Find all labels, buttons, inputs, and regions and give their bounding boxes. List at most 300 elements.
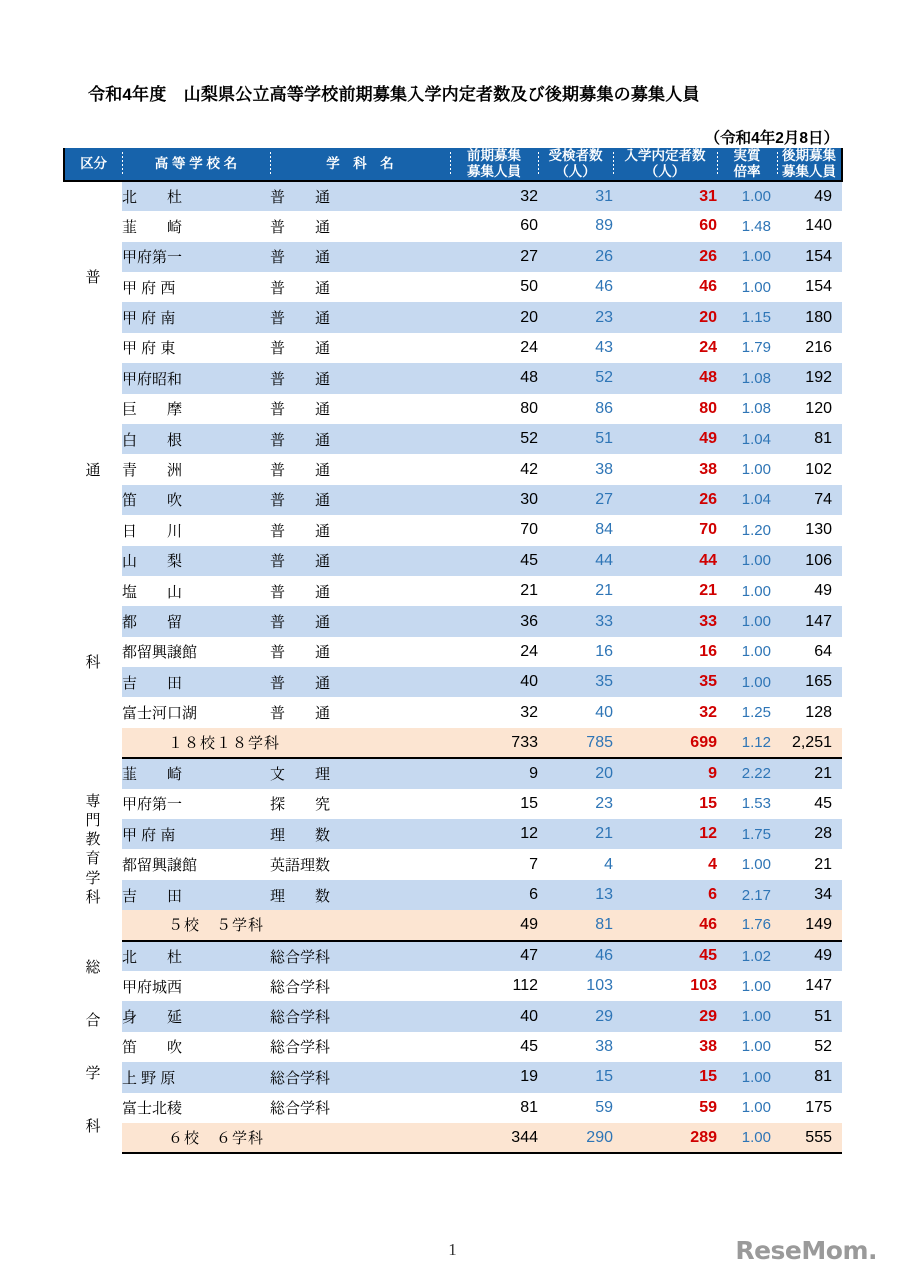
column-header-kouki xyxy=(777,148,842,181)
table-row xyxy=(64,424,842,454)
column-header-line2: 倍率 xyxy=(733,163,761,179)
cell-course-name: 普 通 xyxy=(270,272,450,302)
category-label-2 xyxy=(64,941,122,1154)
cell-bairitsu: 1.02 xyxy=(717,941,777,971)
cell-naitei: 29 xyxy=(613,1001,717,1031)
cell-naitei: 44 xyxy=(613,546,717,576)
cell-kouki: 49 xyxy=(777,576,842,606)
cell-zenki: 30 xyxy=(450,485,538,515)
cell-bairitsu: 1.00 xyxy=(717,1001,777,1031)
cell-zenki: 112 xyxy=(450,971,538,1001)
cell-kouki: 175 xyxy=(777,1093,842,1123)
cell-bairitsu: 1.76 xyxy=(717,910,777,940)
category-label-0 xyxy=(64,181,122,758)
cell-juken: 21 xyxy=(538,576,613,606)
table-row xyxy=(64,1001,842,1031)
cell-juken: 43 xyxy=(538,333,613,363)
cell-subtotal-label: ５校 ５学科 xyxy=(122,910,450,940)
cell-course-name: 普 通 xyxy=(270,485,450,515)
cell-subtotal-label: １８校１８学科 xyxy=(122,728,450,758)
cell-bairitsu: 1.48 xyxy=(717,211,777,241)
cell-naitei: 59 xyxy=(613,1093,717,1123)
cell-zenki: 50 xyxy=(450,272,538,302)
column-header-line1: 前期募集 xyxy=(467,148,521,163)
column-header-line1: 区分 xyxy=(80,155,107,171)
cell-juken: 44 xyxy=(538,546,613,576)
cell-course-name: 普 通 xyxy=(270,363,450,393)
cell-juken: 29 xyxy=(538,1001,613,1031)
cell-school-name: 都 留 xyxy=(122,606,270,636)
cell-school-name: 甲府昭和 xyxy=(122,363,270,393)
cell-school-name: 甲 府 東 xyxy=(122,333,270,363)
cell-juken: 38 xyxy=(538,1032,613,1062)
column-header-line1: 学 科 名 xyxy=(326,155,394,171)
cell-kouki: 180 xyxy=(777,302,842,332)
cell-school-name: 北 杜 xyxy=(122,181,270,211)
cell-zenki: 42 xyxy=(450,454,538,484)
cell-kouki: 21 xyxy=(777,758,842,788)
cell-course-name: 普 通 xyxy=(270,394,450,424)
cell-course-name: 普 通 xyxy=(270,211,450,241)
cell-school-name: 都留興譲館 xyxy=(122,849,270,879)
cell-naitei: 21 xyxy=(613,576,717,606)
category-char: 合 xyxy=(85,1011,101,1029)
cell-course-name: 総合学科 xyxy=(270,1093,450,1123)
cell-kouki: 52 xyxy=(777,1032,842,1062)
cell-kouki: 154 xyxy=(777,242,842,272)
cell-school-name: 青 洲 xyxy=(122,454,270,484)
cell-zenki: 49 xyxy=(450,910,538,940)
cell-naitei: 33 xyxy=(613,606,717,636)
cell-bairitsu: 1.00 xyxy=(717,1062,777,1092)
cell-school-name: 笛 吹 xyxy=(122,1032,270,1062)
column-header-line2: （人） xyxy=(644,163,686,179)
cell-bairitsu: 1.00 xyxy=(717,667,777,697)
cell-zenki: 40 xyxy=(450,667,538,697)
cell-juken: 31 xyxy=(538,181,613,211)
cell-juken: 35 xyxy=(538,667,613,697)
table-header xyxy=(64,148,842,181)
cell-course-name: 総合学科 xyxy=(270,971,450,1001)
cell-zenki: 60 xyxy=(450,211,538,241)
cell-zenki: 32 xyxy=(450,181,538,211)
cell-school-name: 韮 崎 xyxy=(122,211,270,241)
cell-bairitsu: 1.00 xyxy=(717,1123,777,1153)
admissions-table xyxy=(63,148,843,1154)
cell-naitei: 46 xyxy=(613,910,717,940)
cell-naitei: 9 xyxy=(613,758,717,788)
cell-bairitsu: 1.79 xyxy=(717,333,777,363)
table-row xyxy=(64,576,842,606)
table-row xyxy=(64,363,842,393)
cell-zenki: 733 xyxy=(450,728,538,758)
cell-juken: 52 xyxy=(538,363,613,393)
cell-kouki: 149 xyxy=(777,910,842,940)
category-label-1 xyxy=(64,758,122,940)
column-header-line1: 高 等 学 校 名 xyxy=(154,155,238,171)
category-char: 学 xyxy=(85,1065,101,1083)
cell-juken: 40 xyxy=(538,697,613,727)
cell-course-name: 英語理数 xyxy=(270,849,450,879)
date-note: （令和4年2月8日） xyxy=(704,130,839,147)
cell-naitei: 699 xyxy=(613,728,717,758)
cell-juken: 20 xyxy=(538,758,613,788)
column-header-naitei xyxy=(613,148,717,181)
cell-juken: 103 xyxy=(538,971,613,1001)
cell-bairitsu: 1.00 xyxy=(717,637,777,667)
cell-juken: 290 xyxy=(538,1123,613,1153)
cell-juken: 16 xyxy=(538,637,613,667)
cell-zenki: 24 xyxy=(450,637,538,667)
cell-kouki: 555 xyxy=(777,1123,842,1153)
cell-bairitsu: 1.15 xyxy=(717,302,777,332)
table-row xyxy=(64,333,842,363)
cell-zenki: 15 xyxy=(450,789,538,819)
cell-school-name: 日 川 xyxy=(122,515,270,545)
cell-bairitsu: 1.12 xyxy=(717,728,777,758)
cell-kouki: 147 xyxy=(777,971,842,1001)
cell-kouki: 2,251 xyxy=(777,728,842,758)
table-row xyxy=(64,1093,842,1123)
category-char: 専 xyxy=(85,792,101,810)
cell-course-name: 総合学科 xyxy=(270,941,450,971)
cell-naitei: 80 xyxy=(613,394,717,424)
column-header-line1: 実質 xyxy=(733,148,761,163)
cell-bairitsu: 1.08 xyxy=(717,394,777,424)
cell-kouki: 154 xyxy=(777,272,842,302)
cell-naitei: 70 xyxy=(613,515,717,545)
cell-bairitsu: 1.00 xyxy=(717,242,777,272)
category-char: 学 xyxy=(85,869,101,887)
cell-course-name: 普 通 xyxy=(270,576,450,606)
cell-naitei: 20 xyxy=(613,302,717,332)
cell-juken: 59 xyxy=(538,1093,613,1123)
cell-kouki: 130 xyxy=(777,515,842,545)
cell-kouki: 120 xyxy=(777,394,842,424)
subtotal-row xyxy=(64,728,842,758)
cell-juken: 26 xyxy=(538,242,613,272)
cell-course-name: 普 通 xyxy=(270,242,450,272)
cell-juken: 51 xyxy=(538,424,613,454)
cell-kouki: 81 xyxy=(777,1062,842,1092)
category-char-stack xyxy=(64,941,122,1154)
cell-course-name: 総合学科 xyxy=(270,1032,450,1062)
category-char: 科 xyxy=(85,653,101,671)
cell-juken: 86 xyxy=(538,394,613,424)
category-char: 科 xyxy=(85,1118,101,1136)
cell-bairitsu: 1.04 xyxy=(717,485,777,515)
cell-zenki: 70 xyxy=(450,515,538,545)
cell-course-name: 普 通 xyxy=(270,697,450,727)
cell-naitei: 6 xyxy=(613,880,717,910)
table-header-row xyxy=(64,148,842,181)
table-row xyxy=(64,1032,842,1062)
category-char: 科 xyxy=(85,888,101,906)
cell-school-name: 甲府第一 xyxy=(122,242,270,272)
table-row xyxy=(64,454,842,484)
cell-juken: 84 xyxy=(538,515,613,545)
admissions-table-wrapper xyxy=(63,148,841,1154)
table-row xyxy=(64,758,842,788)
cell-naitei: 48 xyxy=(613,363,717,393)
cell-kouki: 165 xyxy=(777,667,842,697)
cell-bairitsu: 1.53 xyxy=(717,789,777,819)
cell-zenki: 19 xyxy=(450,1062,538,1092)
cell-school-name: 都留興譲館 xyxy=(122,637,270,667)
cell-course-name: 普 通 xyxy=(270,667,450,697)
column-header-bairitsu xyxy=(717,148,777,181)
column-header-line2: （人） xyxy=(555,163,596,179)
cell-school-name: 甲 府 南 xyxy=(122,302,270,332)
cell-kouki: 128 xyxy=(777,697,842,727)
cell-course-name: 総合学科 xyxy=(270,1001,450,1031)
cell-zenki: 9 xyxy=(450,758,538,788)
cell-juken: 46 xyxy=(538,272,613,302)
table-row xyxy=(64,302,842,332)
table-body xyxy=(64,181,842,1154)
table-row xyxy=(64,849,842,879)
category-char: 門 xyxy=(85,812,101,830)
cell-bairitsu: 1.00 xyxy=(717,546,777,576)
cell-naitei: 12 xyxy=(613,819,717,849)
cell-juken: 81 xyxy=(538,910,613,940)
cell-naitei: 15 xyxy=(613,789,717,819)
cell-bairitsu: 1.00 xyxy=(717,181,777,211)
category-char-stack xyxy=(64,182,122,758)
cell-school-name: 甲 府 南 xyxy=(122,819,270,849)
cell-naitei: 45 xyxy=(613,941,717,971)
cell-course-name: 探 究 xyxy=(270,789,450,819)
cell-kouki: 147 xyxy=(777,606,842,636)
cell-zenki: 40 xyxy=(450,1001,538,1031)
cell-bairitsu: 1.25 xyxy=(717,697,777,727)
cell-zenki: 32 xyxy=(450,697,538,727)
cell-juken: 46 xyxy=(538,941,613,971)
cell-naitei: 31 xyxy=(613,181,717,211)
page-title: 令和4年度 山梨県公立高等学校前期募集入学内定者数及び後期募集の募集人員 xyxy=(88,85,700,104)
cell-naitei: 32 xyxy=(613,697,717,727)
cell-zenki: 7 xyxy=(450,849,538,879)
cell-course-name: 普 通 xyxy=(270,454,450,484)
cell-zenki: 344 xyxy=(450,1123,538,1153)
cell-course-name: 理 数 xyxy=(270,819,450,849)
cell-kouki: 49 xyxy=(777,941,842,971)
cell-kouki: 81 xyxy=(777,424,842,454)
cell-juken: 23 xyxy=(538,789,613,819)
cell-school-name: 塩 山 xyxy=(122,576,270,606)
cell-naitei: 49 xyxy=(613,424,717,454)
cell-zenki: 52 xyxy=(450,424,538,454)
cell-course-name: 普 通 xyxy=(270,424,450,454)
cell-school-name: 白 根 xyxy=(122,424,270,454)
table-row xyxy=(64,272,842,302)
resemom-watermark xyxy=(735,1236,877,1265)
table-row xyxy=(64,697,842,727)
cell-kouki: 106 xyxy=(777,546,842,576)
cell-zenki: 6 xyxy=(450,880,538,910)
table-row xyxy=(64,394,842,424)
cell-school-name: 吉 田 xyxy=(122,880,270,910)
cell-naitei: 35 xyxy=(613,667,717,697)
table-row xyxy=(64,971,842,1001)
cell-bairitsu: 1.00 xyxy=(717,272,777,302)
table-row xyxy=(64,880,842,910)
subtotal-row xyxy=(64,1123,842,1153)
table-row xyxy=(64,606,842,636)
cell-kouki: 192 xyxy=(777,363,842,393)
cell-zenki: 36 xyxy=(450,606,538,636)
cell-zenki: 20 xyxy=(450,302,538,332)
table-row xyxy=(64,485,842,515)
cell-school-name: 甲 府 西 xyxy=(122,272,270,302)
cell-juken: 38 xyxy=(538,454,613,484)
cell-kouki: 140 xyxy=(777,211,842,241)
cell-bairitsu: 1.00 xyxy=(717,576,777,606)
cell-kouki: 64 xyxy=(777,637,842,667)
column-header-line2: 募集人員 xyxy=(467,163,521,179)
cell-course-name: 普 通 xyxy=(270,302,450,332)
table-row xyxy=(64,667,842,697)
table-row xyxy=(64,211,842,241)
cell-school-name: 吉 田 xyxy=(122,667,270,697)
cell-juken: 15 xyxy=(538,1062,613,1092)
column-header-line2: 募集人員 xyxy=(782,163,836,179)
cell-subtotal-label: ６校 ６学科 xyxy=(122,1123,450,1153)
cell-school-name: 甲府第一 xyxy=(122,789,270,819)
cell-course-name: 文 理 xyxy=(270,758,450,788)
cell-naitei: 38 xyxy=(613,1032,717,1062)
cell-naitei: 289 xyxy=(613,1123,717,1153)
cell-naitei: 38 xyxy=(613,454,717,484)
column-header-line1: 後期募集 xyxy=(782,148,836,163)
cell-zenki: 45 xyxy=(450,546,538,576)
column-header-school xyxy=(122,148,270,181)
cell-zenki: 27 xyxy=(450,242,538,272)
cell-naitei: 15 xyxy=(613,1062,717,1092)
cell-school-name: 甲府城西 xyxy=(122,971,270,1001)
cell-school-name: 北 杜 xyxy=(122,941,270,971)
category-char-stack xyxy=(64,758,122,940)
category-char: 教 xyxy=(85,831,101,849)
cell-course-name: 普 通 xyxy=(270,515,450,545)
cell-naitei: 103 xyxy=(613,971,717,1001)
cell-kouki: 34 xyxy=(777,880,842,910)
cell-bairitsu: 1.75 xyxy=(717,819,777,849)
cell-bairitsu: 1.00 xyxy=(717,606,777,636)
cell-zenki: 48 xyxy=(450,363,538,393)
subtotal-row xyxy=(64,910,842,940)
cell-course-name: 普 通 xyxy=(270,606,450,636)
cell-school-name: 韮 崎 xyxy=(122,758,270,788)
cell-zenki: 81 xyxy=(450,1093,538,1123)
cell-school-name: 巨 摩 xyxy=(122,394,270,424)
cell-kouki: 21 xyxy=(777,849,842,879)
cell-bairitsu: 1.20 xyxy=(717,515,777,545)
cell-kouki: 74 xyxy=(777,485,842,515)
watermark-dot: . xyxy=(868,1236,877,1265)
cell-school-name: 富士北稜 xyxy=(122,1093,270,1123)
column-header-juken xyxy=(538,148,613,181)
cell-juken: 27 xyxy=(538,485,613,515)
table-row xyxy=(64,637,842,667)
cell-kouki: 28 xyxy=(777,819,842,849)
cell-naitei: 60 xyxy=(613,211,717,241)
cell-zenki: 47 xyxy=(450,941,538,971)
cell-course-name: 普 通 xyxy=(270,181,450,211)
cell-juken: 23 xyxy=(538,302,613,332)
cell-bairitsu: 1.00 xyxy=(717,1032,777,1062)
cell-zenki: 24 xyxy=(450,333,538,363)
page-number: 1 xyxy=(448,1240,457,1259)
cell-bairitsu: 2.17 xyxy=(717,880,777,910)
cell-bairitsu: 1.00 xyxy=(717,849,777,879)
cell-kouki: 49 xyxy=(777,181,842,211)
cell-kouki: 45 xyxy=(777,789,842,819)
cell-zenki: 45 xyxy=(450,1032,538,1062)
cell-course-name: 普 通 xyxy=(270,333,450,363)
cell-zenki: 21 xyxy=(450,576,538,606)
cell-naitei: 24 xyxy=(613,333,717,363)
cell-zenki: 80 xyxy=(450,394,538,424)
cell-kouki: 102 xyxy=(777,454,842,484)
category-char: 普 xyxy=(85,269,101,287)
cell-juken: 33 xyxy=(538,606,613,636)
table-row xyxy=(64,789,842,819)
cell-zenki: 12 xyxy=(450,819,538,849)
cell-juken: 13 xyxy=(538,880,613,910)
cell-kouki: 216 xyxy=(777,333,842,363)
column-header-course xyxy=(270,148,450,181)
cell-naitei: 26 xyxy=(613,242,717,272)
table-row xyxy=(64,515,842,545)
cell-juken: 4 xyxy=(538,849,613,879)
cell-course-name: 普 通 xyxy=(270,637,450,667)
cell-bairitsu: 1.00 xyxy=(717,971,777,1001)
table-row xyxy=(64,242,842,272)
column-header-kubun xyxy=(64,148,122,181)
cell-juken: 89 xyxy=(538,211,613,241)
cell-naitei: 4 xyxy=(613,849,717,879)
cell-course-name: 理 数 xyxy=(270,880,450,910)
column-header-zenki xyxy=(450,148,538,181)
cell-juken: 785 xyxy=(538,728,613,758)
watermark-text: ReseMom xyxy=(735,1236,868,1265)
cell-bairitsu: 1.00 xyxy=(717,454,777,484)
cell-bairitsu: 1.08 xyxy=(717,363,777,393)
table-row xyxy=(64,1062,842,1092)
cell-course-name: 総合学科 xyxy=(270,1062,450,1092)
table-row xyxy=(64,181,842,211)
cell-bairitsu: 1.04 xyxy=(717,424,777,454)
cell-school-name: 山 梨 xyxy=(122,546,270,576)
cell-school-name: 笛 吹 xyxy=(122,485,270,515)
cell-school-name: 上 野 原 xyxy=(122,1062,270,1092)
category-char: 通 xyxy=(85,461,101,479)
cell-bairitsu: 1.00 xyxy=(717,1093,777,1123)
table-row xyxy=(64,546,842,576)
cell-kouki: 51 xyxy=(777,1001,842,1031)
table-row xyxy=(64,819,842,849)
cell-naitei: 26 xyxy=(613,485,717,515)
cell-naitei: 16 xyxy=(613,637,717,667)
column-header-line1: 受検者数 xyxy=(548,148,603,163)
category-char: 育 xyxy=(85,850,101,868)
column-header-line1: 入学内定者数 xyxy=(624,148,706,163)
cell-school-name: 身 延 xyxy=(122,1001,270,1031)
cell-course-name: 普 通 xyxy=(270,546,450,576)
cell-juken: 21 xyxy=(538,819,613,849)
cell-bairitsu: 2.22 xyxy=(717,758,777,788)
